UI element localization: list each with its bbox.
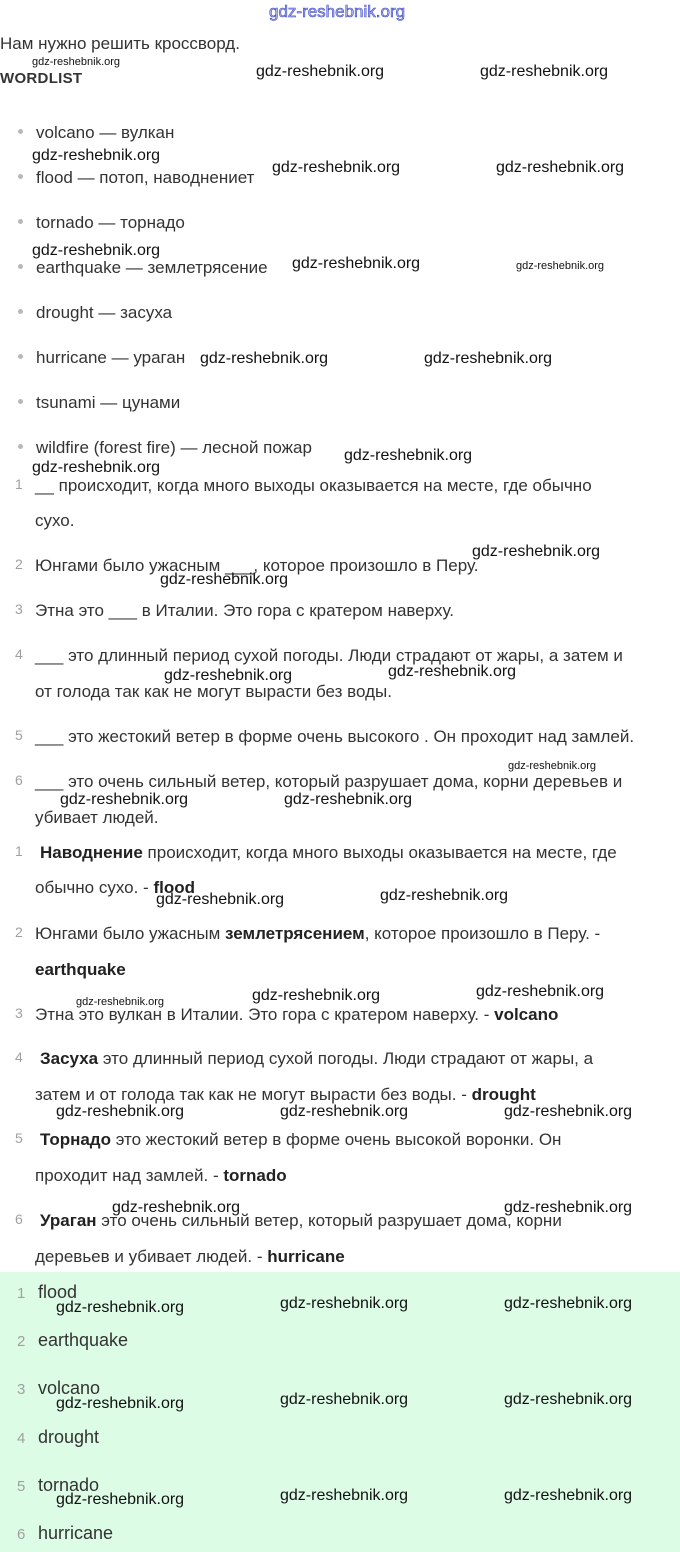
question-text: ___ это очень сильный ветер, который разрушает дома, корни деревьев и — [35, 772, 623, 791]
watermark: gdz-reshebnik.org — [56, 1103, 185, 1120]
wordlist-item — [18, 258, 268, 278]
watermark: gdz-reshebnik.org — [388, 663, 517, 680]
filled-text: происходит, когда много выходы оказывается на месте, где — [142, 843, 617, 862]
filled-number: 4 — [15, 1049, 23, 1065]
filled-text: деревьев и убивает людей. - — [35, 1247, 268, 1266]
watermark: gdz-reshebnik.org — [160, 571, 289, 588]
watermark: gdz-reshebnik.org — [504, 1103, 633, 1120]
filled-line — [35, 1005, 558, 1025]
bullet-icon — [18, 444, 23, 449]
watermark: gdz-reshebnik.org — [156, 891, 285, 908]
filled-number: 6 — [15, 1211, 23, 1227]
watermark: gdz-reshebnik.org — [56, 1299, 185, 1316]
watermark: gdz-reshebnik.org — [516, 260, 605, 272]
answer-word: earthquake — [38, 1330, 129, 1350]
watermark: gdz-reshebnik.org — [472, 543, 601, 560]
watermark: gdz-reshebnik.org — [280, 1487, 409, 1504]
intro-text: Нам нужно решить кроссворд. — [0, 34, 240, 53]
answer-number: 6 — [17, 1526, 26, 1543]
watermark: gdz-reshebnik.org — [272, 159, 401, 176]
answer-number: 1 — [17, 1285, 26, 1302]
watermark: gdz-reshebnik.org — [112, 1199, 241, 1216]
filled-number: 5 — [15, 1130, 23, 1146]
filled-text: обычно сухо. - — [35, 878, 154, 897]
question-number: 5 — [15, 727, 23, 743]
watermark: gdz-reshebnik.org — [164, 667, 293, 684]
filled-answer: Наводнение — [40, 843, 143, 862]
watermark: gdz-reshebnik.org — [344, 447, 473, 464]
bullet-icon — [18, 129, 23, 134]
filled-line — [40, 1130, 561, 1150]
watermark: gdz-reshebnik.org — [504, 1199, 633, 1216]
watermark: gdz-reshebnik.org — [269, 2, 406, 21]
question-text: Этна это ___ в Италии. Это гора с кратером наверху. — [35, 601, 455, 620]
watermark: gdz-reshebnik.org — [480, 63, 609, 80]
filled-number: 2 — [15, 924, 23, 940]
wordlist-item — [18, 213, 185, 233]
watermark: gdz-reshebnik.org — [508, 760, 597, 772]
filled-line — [35, 960, 126, 980]
filled-answer: землетрясением — [225, 924, 365, 943]
question-text: ___ это жестокий ветер в форме очень высокого . Он проходит над замлей. — [35, 727, 635, 746]
answer-number: 5 — [17, 1478, 26, 1495]
wordlist-item — [18, 168, 254, 188]
watermark: gdz-reshebnik.org — [200, 350, 329, 367]
question-text: сухо. — [35, 511, 75, 530]
filled-answer: tornado — [223, 1166, 287, 1185]
filled-text: это жестокий ветер в форме очень высокой воронки. Он — [110, 1130, 562, 1149]
watermark: gdz-reshebnik.org — [496, 159, 625, 176]
bullet-icon — [18, 399, 23, 404]
filled-line — [40, 1049, 593, 1069]
filled-line — [35, 1247, 345, 1267]
answer-number: 4 — [17, 1430, 26, 1447]
wordlist-item-text: hurricane — ураган — [36, 348, 186, 367]
answer-word: tornado — [38, 1475, 100, 1495]
filled-answer: Торнадо — [40, 1130, 111, 1149]
filled-answer: flood — [153, 878, 195, 897]
filled-answer: Ураган — [40, 1211, 97, 1230]
answer-number: 3 — [17, 1381, 26, 1398]
watermark: gdz-reshebnik.org — [76, 996, 165, 1008]
wordlist-item-text: earthquake — землетрясение — [36, 258, 268, 277]
watermark: gdz-reshebnik.org — [424, 350, 553, 367]
filled-text: это очень сильный ветер, который разрушает дома, корни — [96, 1211, 562, 1230]
answer-word: hurricane — [38, 1523, 114, 1543]
filled-text: это длинный период сухой погоды. Люди страдают от жары, а — [98, 1049, 594, 1068]
question-number: 1 — [15, 476, 23, 492]
watermark: gdz-reshebnik.org — [380, 887, 509, 904]
question-number: 2 — [15, 556, 23, 572]
bullet-icon — [18, 264, 23, 269]
filled-text: Этна это вулкан в Италии. Это гора с кратером наверху. - — [35, 1005, 495, 1024]
watermark: gdz-reshebnik.org — [476, 983, 605, 1000]
watermark: gdz-reshebnik.org — [504, 1391, 633, 1408]
watermark: gdz-reshebnik.org — [256, 63, 385, 80]
filled-answer: earthquake — [35, 960, 126, 979]
filled-answer: hurricane — [267, 1247, 345, 1266]
filled-number: 3 — [15, 1005, 23, 1021]
question-text: ___ это длинный период сухой погоды. Люди страдают от жары, а затем и — [35, 646, 623, 665]
wordlist-item-text: volcano — вулкан — [36, 123, 175, 142]
question-text: __ происходит, когда много выходы оказывается на месте, где обычно — [35, 476, 592, 495]
bullet-icon — [18, 309, 23, 314]
watermark: gdz-reshebnik.org — [32, 56, 121, 68]
watermark: gdz-reshebnik.org — [280, 1391, 409, 1408]
question-text: Юнгами было ужасным ___, которое произошло в Перу. — [35, 556, 479, 575]
watermark: gdz-reshebnik.org — [280, 1103, 409, 1120]
filled-text: , которое произошло в Перу. - — [364, 924, 601, 943]
question-number: 6 — [15, 772, 23, 788]
wordlist-item-text: tornado — торнадо — [36, 213, 185, 232]
filled-answer: drought — [471, 1085, 536, 1104]
watermark: gdz-reshebnik.org — [56, 1491, 185, 1508]
answer-number: 2 — [17, 1333, 26, 1350]
wordlist-item — [18, 123, 174, 143]
filled-text: Юнгами было ужасным — [35, 924, 226, 943]
wordlist-item-text: drought — засуха — [36, 303, 173, 322]
watermark: gdz-reshebnik.org — [32, 147, 161, 164]
watermark: gdz-reshebnik.org — [292, 255, 421, 272]
wordlist-item-text: flood — потоп, наводнениет — [36, 168, 255, 187]
wordlist-item — [18, 438, 312, 458]
watermark: gdz-reshebnik.org — [252, 987, 381, 1004]
filled-answer: Засуха — [40, 1049, 99, 1068]
filled-line — [35, 1166, 287, 1186]
wordlist-item — [18, 393, 180, 413]
watermark: gdz-reshebnik.org — [60, 791, 189, 808]
answer-word: volcano — [38, 1378, 101, 1398]
question-number: 4 — [15, 646, 23, 662]
wordlist-item — [18, 303, 172, 323]
wordlist-title: WORDLIST — [0, 70, 83, 87]
watermark: gdz-reshebnik.org — [32, 242, 161, 259]
watermark: gdz-reshebnik.org — [32, 459, 161, 476]
watermark: gdz-reshebnik.org — [504, 1295, 633, 1312]
answer-word: flood — [38, 1282, 78, 1302]
filled-line — [35, 924, 600, 944]
wordlist-item-text: wildfire (forest fire) — лесной пожар — [36, 438, 312, 457]
answer-word: drought — [38, 1427, 100, 1447]
bullet-icon — [18, 219, 23, 224]
filled-number: 1 — [15, 843, 23, 859]
filled-answer: volcano — [494, 1005, 559, 1024]
wordlist-item — [18, 348, 185, 368]
question-text: от голода так как не могут вырасти без воды. — [35, 682, 392, 701]
filled-text: затем и от голода так как не могут вырасти без воды. - — [35, 1085, 472, 1104]
watermark: gdz-reshebnik.org — [504, 1487, 633, 1504]
filled-line — [35, 1085, 536, 1105]
filled-text: проходит над замлей. - — [35, 1166, 224, 1185]
watermark: gdz-reshebnik.org — [56, 1395, 185, 1412]
wordlist-item-text: tsunami — цунами — [36, 393, 181, 412]
bullet-icon — [18, 354, 23, 359]
question-text: убивает людей. — [35, 808, 159, 827]
filled-line — [40, 843, 617, 863]
watermark: gdz-reshebnik.org — [280, 1295, 409, 1312]
bullet-icon — [18, 174, 23, 179]
question-number: 3 — [15, 601, 23, 617]
watermark: gdz-reshebnik.org — [284, 791, 413, 808]
